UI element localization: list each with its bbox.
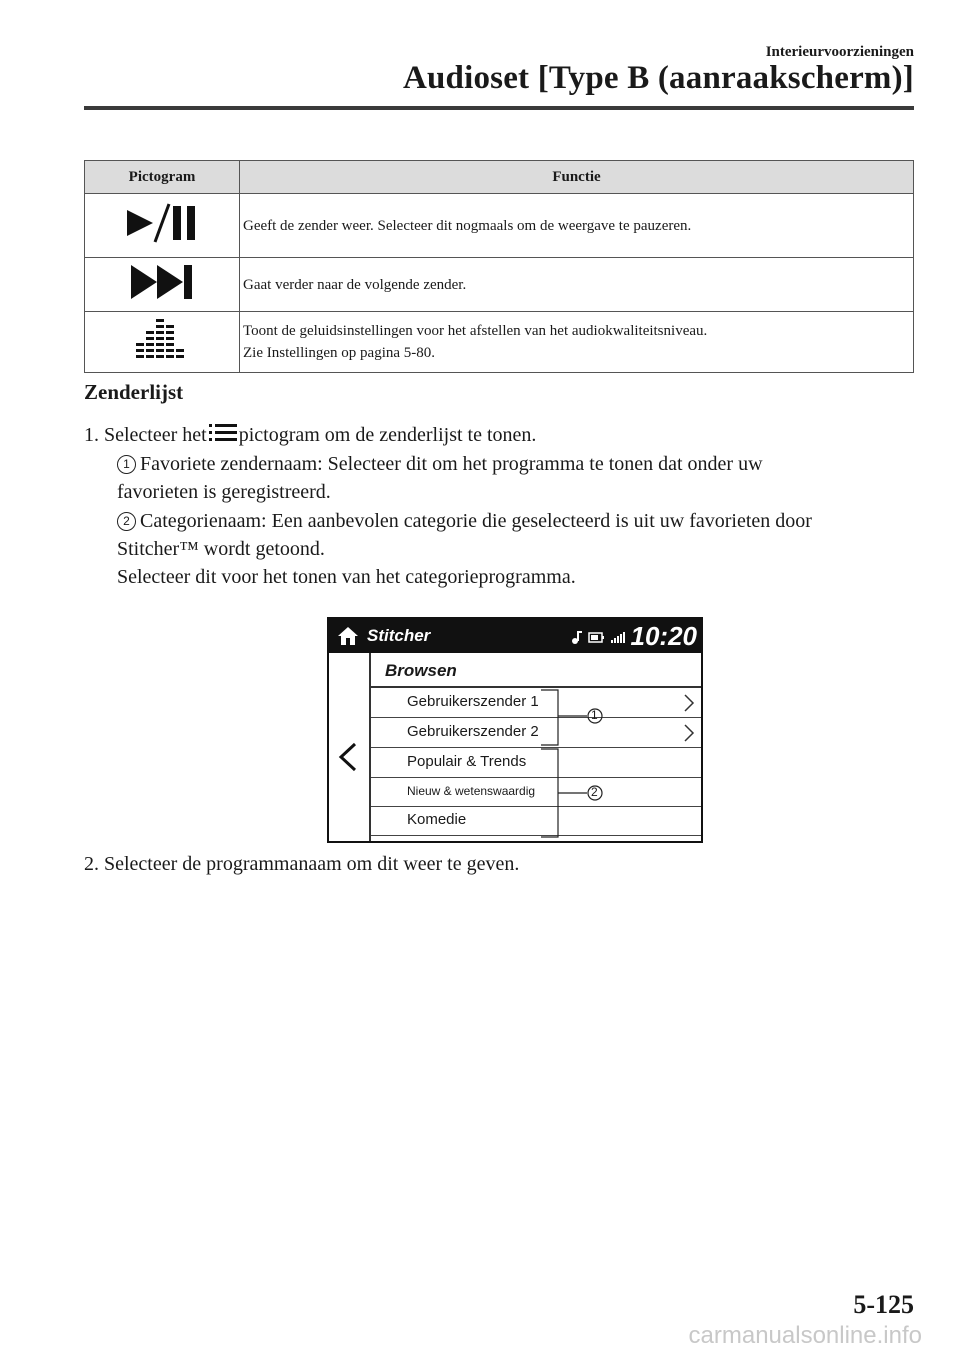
watermark: carmanualsonline.info bbox=[688, 1322, 922, 1349]
table-desc-cell bbox=[240, 194, 914, 258]
table-desc-cell bbox=[240, 258, 914, 312]
table-row bbox=[85, 194, 914, 258]
step-1-text-pre: Selecteer het bbox=[104, 424, 207, 446]
callout-1-marker: 1 bbox=[591, 708, 598, 722]
play-pause-icon bbox=[125, 202, 199, 244]
screen-title: Stitcher bbox=[367, 626, 431, 645]
item-1-line-2: favorieten is geregistreerd. bbox=[117, 481, 331, 503]
table-desc-line: Zie Instellingen op pagina 5-80. bbox=[243, 345, 436, 361]
item-2-description bbox=[117, 507, 812, 591]
step-2-number: 2. bbox=[84, 853, 99, 875]
table-icon-cell bbox=[85, 194, 240, 258]
table-desc-line: Gaat verder naar de volgende zender. bbox=[243, 276, 467, 293]
list-item-label: Nieuw & wetenswaardig bbox=[407, 784, 536, 798]
step-2 bbox=[84, 850, 519, 878]
browse-title: Browsen bbox=[385, 661, 457, 680]
step-1 bbox=[84, 421, 536, 451]
clock: 10:20 bbox=[630, 621, 697, 651]
table-row bbox=[85, 312, 914, 373]
list-icon bbox=[209, 423, 237, 451]
table-header-pictogram: Pictogram bbox=[85, 161, 240, 194]
section-label: Interieurvoorzieningen bbox=[765, 44, 914, 60]
item-1-line-1: Favoriete zendernaam: Selecteer dit om het programma te tonen dat onder uw bbox=[140, 453, 763, 475]
table-icon-cell bbox=[85, 312, 240, 373]
table-desc-line: Toont de geluidsinstellingen voor het afstellen van het audiokwaliteitsniveau. bbox=[243, 323, 708, 339]
table-row bbox=[85, 258, 914, 312]
heading-rule bbox=[84, 106, 914, 110]
section-heading: Zenderlijst bbox=[84, 380, 184, 404]
list-item-label: Gebruikerszender 1 bbox=[407, 693, 539, 710]
table-icon-cell bbox=[85, 258, 240, 312]
list-item-label: Komedie bbox=[407, 811, 467, 828]
list-item-label: Gebruikerszender 2 bbox=[407, 723, 539, 740]
item-1-description bbox=[117, 450, 763, 506]
step-2-text: Selecteer de programmanaam om dit weer te geven. bbox=[104, 853, 520, 875]
table-desc-line: Geeft de zender weer. Selecteer dit nogmaals om de weergave te pauzeren. bbox=[243, 217, 692, 234]
item-2-line-2: Stitcher™ wordt getoond. bbox=[117, 538, 325, 560]
table-header-function: Functie bbox=[240, 161, 914, 194]
callout-brackets bbox=[329, 619, 703, 843]
item-2-line-3: Selecteer dit voor het tonen van het categorieprogramma. bbox=[117, 566, 576, 588]
step-1-number: 1. bbox=[84, 424, 99, 446]
table-header-row bbox=[85, 161, 914, 194]
table-desc-cell bbox=[240, 312, 914, 373]
page-heading: Audioset [Type B (aanraakscherm)] bbox=[402, 60, 914, 96]
item-2-marker: 2 bbox=[117, 512, 136, 531]
icon-function-table bbox=[84, 160, 914, 373]
stitcher-screen-figure bbox=[327, 617, 703, 843]
equalizer-icon bbox=[134, 317, 190, 363]
step-1-text-post: pictogram om de zenderlijst te tonen. bbox=[238, 424, 537, 446]
skip-next-icon bbox=[129, 262, 195, 302]
page-number: 5-125 bbox=[853, 1290, 914, 1319]
item-1-marker: 1 bbox=[117, 455, 136, 474]
item-2-line-1: Categorienaam: Een aanbevolen categorie die geselecteerd is uit uw favorieten door bbox=[140, 510, 812, 532]
list-item-label: Populair & Trends bbox=[407, 753, 527, 770]
callout-2-marker: 2 bbox=[591, 785, 598, 799]
